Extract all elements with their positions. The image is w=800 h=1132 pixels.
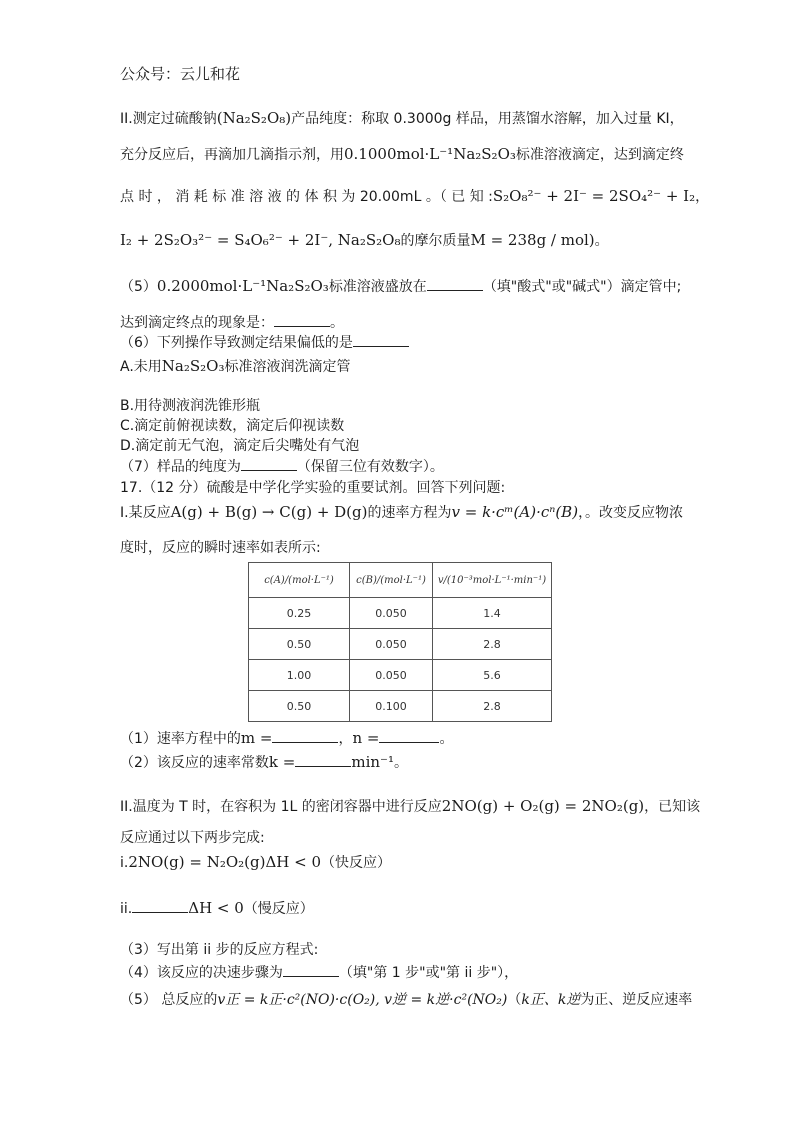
text: 产品纯度：称取 0.3000g 样品，用蒸馏水溶解，加入过量 KI， — [291, 111, 684, 127]
text: （快反应） — [321, 855, 392, 871]
table-cell: 2.8 — [433, 629, 552, 660]
table-cell: 0.25 — [249, 598, 350, 629]
q6-stem — [120, 332, 409, 353]
partII-line1 — [120, 796, 700, 817]
formula: v正 = k正·c²(NO)·c(O₂), v逆 = k逆·c²(NO₂) — [217, 992, 508, 1008]
text: ， — [338, 731, 353, 747]
text: （5） 总反应的 — [120, 992, 218, 1008]
table-cell: 0.050 — [350, 660, 433, 691]
table-row — [249, 629, 552, 660]
table-cell: 1.4 — [433, 598, 552, 629]
answer-blank[interactable] — [132, 898, 188, 913]
text: ，。改变反应物浓 — [578, 505, 684, 521]
formula: k = — [268, 753, 296, 771]
table-cell: 5.6 — [433, 660, 552, 691]
text: 点 时 ， 消 耗 标 准 溶 液 的 体 积 为 20.00mL 。（ 已 知 : — [120, 189, 493, 205]
formula: S₂O₈²⁻ + 2I⁻ = 2SO₄²⁻ + I₂ — [492, 187, 696, 205]
part2-line3 — [120, 186, 709, 207]
q6-option-d: D.滴定前无气泡，滴定后尖嘴处有气泡 — [120, 438, 360, 454]
answer-blank[interactable] — [353, 332, 409, 347]
formula: k正、k逆 — [521, 992, 581, 1008]
q7-line — [120, 456, 444, 477]
text: 标准溶液滴定，达到滴定终 — [515, 147, 684, 163]
table-header-cell: v/(10⁻³mol·L⁻¹·min⁻¹) — [433, 563, 552, 598]
formula: v = k·cᵐ(A)·cⁿ(B) — [451, 503, 579, 521]
text: （7）样品的纯度为 — [120, 459, 241, 475]
answer-blank[interactable] — [379, 728, 439, 743]
text: 充分反应后，再滴加几滴指示剂，用 — [120, 147, 344, 163]
q5-line2 — [120, 312, 344, 333]
text: ，已知该 — [644, 799, 701, 815]
text: （4）该反应的决速步骤为 — [120, 965, 283, 981]
formula: 0.1000mol·L⁻¹Na₂S₂O₃ — [344, 145, 516, 163]
text: i. — [120, 855, 129, 871]
text: 的速率方程为 — [367, 505, 452, 521]
formula: 2NO(g) = N₂O₂(g)ΔH < 0 — [128, 853, 322, 871]
q4-line — [120, 962, 518, 983]
q6-option-a — [120, 356, 350, 377]
part2-line1 — [120, 108, 684, 129]
formula: (Na₂S₂O₈) — [216, 109, 292, 127]
table-cell: 1.00 — [249, 660, 350, 691]
formula: A(g) + B(g) → C(g) + D(g) — [170, 503, 368, 521]
formula: 2NO(g) + O₂(g) = 2NO₂(g) — [441, 797, 645, 815]
text: 。 — [594, 233, 609, 249]
table-cell: 0.050 — [350, 629, 433, 660]
part2-line4 — [120, 230, 609, 251]
text: ii. — [120, 901, 133, 917]
formula: 0.2000mol·L⁻¹Na₂S₂O₃ — [156, 277, 329, 295]
text: （ — [507, 992, 522, 1008]
text: （6）下列操作导致测定结果偏低的是 — [120, 335, 353, 351]
answer-blank[interactable] — [272, 728, 338, 743]
q3-line: （3）写出第 ii 步的反应方程式: — [120, 942, 319, 958]
table-row — [249, 598, 552, 629]
table-row — [249, 660, 552, 691]
q6-option-c: C.滴定前俯视读数，滴定后仰视读数 — [120, 418, 345, 434]
formula: min⁻¹ — [351, 753, 394, 771]
table-cell: 0.50 — [249, 691, 350, 722]
partII-line2: 反应通过以下两步完成: — [120, 830, 265, 846]
text: （填"酸式"或"碱式"）滴定管中; — [482, 279, 682, 295]
answer-blank[interactable] — [274, 312, 330, 327]
text: 。 — [439, 731, 454, 747]
text: A.未用 — [120, 359, 162, 375]
table-cell: 0.100 — [350, 691, 433, 722]
text: 标准溶液润洗滴定管 — [224, 359, 351, 375]
q17-2-line — [120, 752, 408, 773]
formula: ΔH < 0 — [188, 899, 244, 917]
formula: I₂ + 2S₂O₃²⁻ = S₄O₆²⁻ + 2I⁻, Na₂S₂O₈ — [120, 231, 401, 249]
answer-blank[interactable] — [295, 752, 351, 767]
text: 。 — [393, 755, 408, 771]
text: （2）该反应的速率常数 — [120, 755, 269, 771]
text: （保留三位有效数字）。 — [296, 459, 444, 475]
text: （慢反应） — [243, 901, 314, 917]
text: II.测定过硫酸钠 — [120, 111, 217, 127]
formula: Na₂S₂O₃ — [161, 357, 225, 375]
q5-line1 — [120, 276, 681, 297]
text: 达到滴定终点的现象是： — [120, 315, 274, 331]
table-cell: 0.50 — [249, 629, 350, 660]
table-header-cell: c(B)/(mol·L⁻¹) — [350, 563, 433, 598]
text: （填"第 1 步"或"第 ii 步"）， — [338, 965, 519, 981]
table-header-row — [249, 563, 552, 598]
answer-blank[interactable] — [241, 456, 297, 471]
partII-step-ii — [120, 898, 314, 919]
table-header-cell: c(A)/(mol·L⁻¹) — [249, 563, 350, 598]
formula: m = — [240, 729, 273, 747]
text: ， — [695, 189, 710, 205]
table-cell: 2.8 — [433, 691, 552, 722]
text: I.某反应 — [120, 505, 171, 521]
q17-1-line — [120, 728, 453, 749]
formula: M = 238g / mol) — [470, 231, 595, 249]
text: 的摩尔质量 — [400, 233, 471, 249]
answer-blank[interactable] — [427, 276, 483, 291]
text: （1）速率方程中的 — [120, 731, 241, 747]
text: 标准溶液盛放在 — [328, 279, 427, 295]
q17-title: 17.（12 分）硫酸是中学化学实验的重要试剂。回答下列问题: — [120, 480, 506, 496]
q6-option-b: B.用待测液润洗锥形瓶 — [120, 398, 261, 414]
table-cell: 0.050 — [350, 598, 433, 629]
q17-line2: 度时，反应的瞬时速率如表所示: — [120, 540, 321, 556]
text: II.温度为 T 时，在容积为 1L 的密闭容器中进行反应 — [120, 799, 442, 815]
table-row — [249, 691, 552, 722]
header-text: 公众号：云儿和花 — [120, 65, 241, 83]
rate-table — [248, 562, 552, 722]
text: （5） — [120, 279, 157, 295]
partII-step-i — [120, 852, 391, 873]
text: 为正、逆反应速率 — [580, 992, 693, 1008]
text: 。 — [330, 315, 344, 331]
q5b-line — [120, 990, 692, 1010]
formula: n = — [352, 729, 380, 747]
answer-blank[interactable] — [283, 962, 339, 977]
part2-line2 — [120, 144, 684, 165]
q17-line1 — [120, 502, 683, 523]
